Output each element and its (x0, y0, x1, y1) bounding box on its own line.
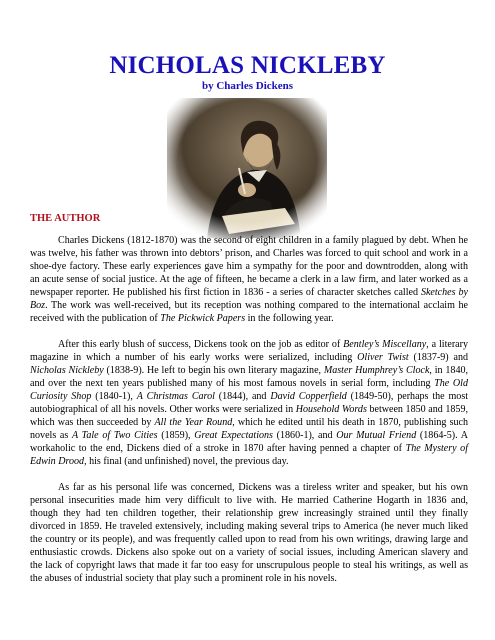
text-run: (1837-9) and (408, 352, 468, 363)
text-run: , his final (and unfinished) novel, the previous day. (84, 456, 289, 467)
author-portrait-icon (167, 98, 327, 238)
text-run: (1849-50), perhaps the most autobiographical of all his novels. Other works were serialized in (30, 391, 469, 415)
italic-title: Sketches by Boz (30, 287, 468, 311)
text-run: . The work was well-received, but its reception was nothing compared to the international acclaim he received with the publication of (30, 300, 468, 324)
paragraph (30, 234, 468, 325)
italic-title: David Copperfield (270, 391, 347, 402)
text-run: (1864-5). A workaholic to the end, Dickens died of a stroke in 1870 after having penned a chapter of (30, 430, 468, 454)
text-run: (1844), and (214, 391, 271, 402)
document-title: NICHOLAS NICKLEBY (109, 52, 386, 79)
text-run: (1860-1), and (272, 430, 337, 441)
italic-title: All the Year Round (154, 417, 233, 428)
text-run: , a literary magazine in which a number of his early works were serialized, including (30, 339, 468, 363)
text-run: , which he edited until his death in 1870, publishing such novels as (30, 417, 468, 441)
italic-title: A Tale of Two Cities (72, 430, 158, 441)
paragraph (30, 481, 468, 585)
text-run: After this early blush of success, Dickens took on the job as editor of (58, 339, 344, 350)
text-run: (1838-9). He left to begin his own literary magazine, (103, 365, 324, 376)
italic-title: The Old Curiosity Shop (30, 378, 468, 402)
italic-title: Oliver Twist (357, 352, 409, 363)
italic-title: Nicholas Nickleby (30, 365, 104, 376)
paragraph (30, 338, 468, 468)
italic-title: Household Words (295, 404, 367, 415)
italic-title: Great Expectations (194, 430, 273, 441)
italic-title: Bentley’s Miscellany (343, 339, 427, 350)
section-heading-the-author: THE AUTHOR (30, 213, 101, 224)
text-run: (1859), (157, 430, 195, 441)
text-run: between 1850 and 1859, which was then succeeded by (30, 404, 468, 428)
text-run: As far as his personal life was concerned, Dickens was a tireless writer and speaker, but his own personal insecurities made him very difficult to live with. He married Catherine Hogarth in 1836 and, though they had ten children together, their relationship grew increasingly strained until they finally divorced in 1859. He traveled extensively, including making several trips to America (he never much liked the country or its people), and was frequently called upon to read from his own writings, drawing large and enthusiastic crowds. Dickens also spoke out on a variety of social issues, including American slavery and the lack of copyright laws that made it far too easy for unscrupulous people to steal his writings, as well as the abuses of industrial society that play such a prominent role in his novels. (30, 482, 468, 584)
italic-title: A Christmas Carol (136, 391, 215, 402)
text-run: Charles Dickens (1812-1870) was the second of eight children in a family plagued by debt. When he was twelve, his father was thrown into debtors’ prison, and Charles was forced to quit school and work in a shoe-dye factory. These early experiences gave him a sympathy for the poor and downtrodden, along with an acute sense of social justice. At the age of fifteen, he became a clerk in a law firm, and later worked as a newspaper reporter. He published his first fiction in 1836 - a series of character sketches called (30, 235, 468, 298)
text-run: in the following year. (245, 313, 334, 324)
body-text (30, 234, 468, 585)
italic-title: The Mystery of Edwin Drood (30, 443, 468, 467)
italic-title: Master Humphrey’s Clock (323, 365, 430, 376)
italic-title: Our Mutual Friend (336, 430, 417, 441)
text-run: (1840-1), (91, 391, 137, 402)
document-byline: by Charles Dickens (201, 80, 294, 92)
italic-title: The Pickwick Papers (160, 313, 246, 324)
text-run: , in 1840, and over the next ten years published many of his most famous novels in serial form, including (30, 365, 468, 389)
